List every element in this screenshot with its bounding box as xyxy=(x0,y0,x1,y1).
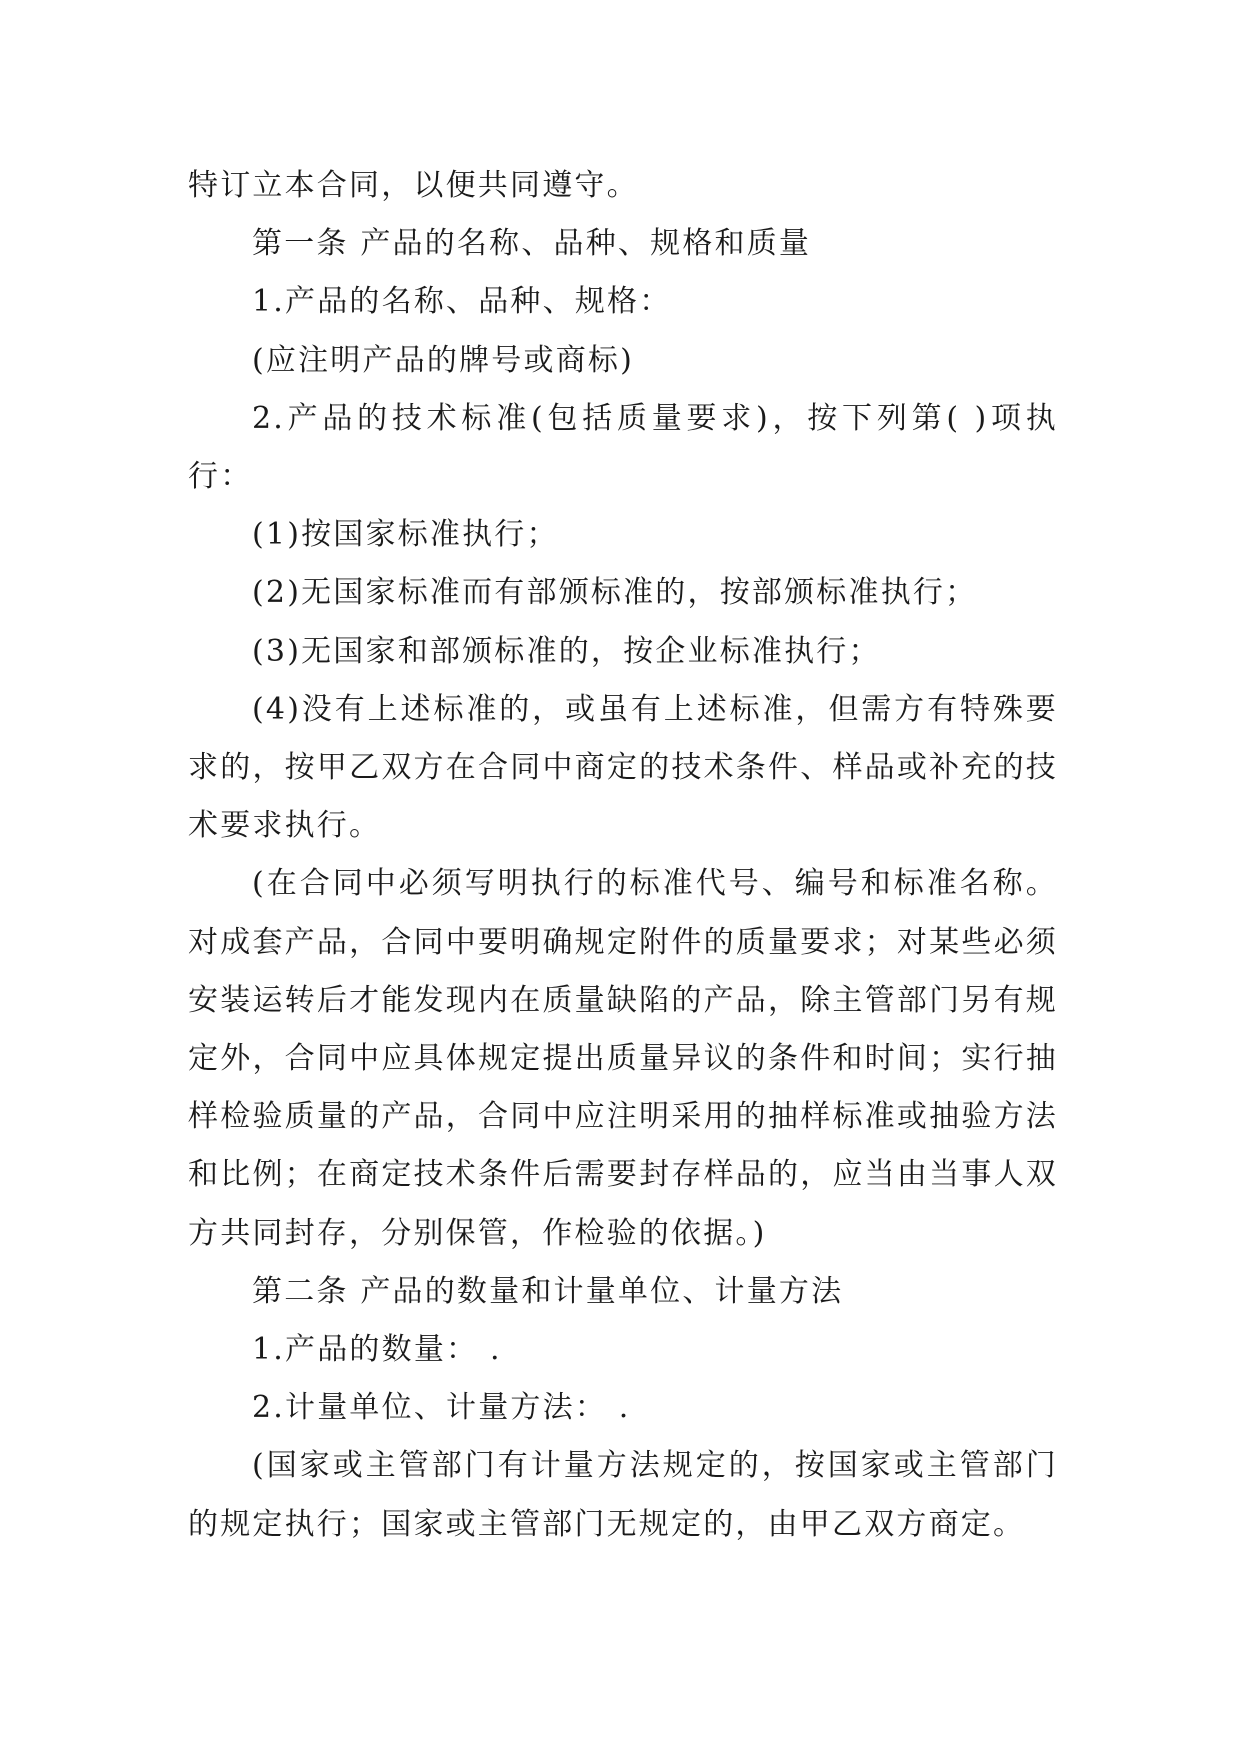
document-body xyxy=(188,157,1058,1554)
list-item: (1)按国家标准执行； xyxy=(252,517,559,553)
paragraph: 1.产品的名称、品种、规格： xyxy=(252,284,672,320)
paragraph: 2.计量单位、计量方法： . xyxy=(252,1390,631,1426)
list-item: (3)无国家和部颁标准的，按企业标准执行； xyxy=(252,633,881,669)
paragraph: 1.产品的数量： . xyxy=(252,1332,502,1368)
list-item: (2)无国家标准而有部颁标准的，按部颁标准执行； xyxy=(252,575,978,611)
list-item: (4)没有上述标准的，或虽有上述标准，但需方有特殊要求的，按甲乙双方在合同中商定的技术条件、样品或补充的技术要求执行。 xyxy=(188,691,1058,844)
paragraph: (在合同中必须写明执行的标准代号、编号和标准名称。对成套产品，合同中要明确规定附件的质量要求；对某些必须安装运转后才能发现内在质量缺陷的产品，除主管部门另有规定外，合同中应具体规定提出质量异议的条件和时间；实行抽样检验质量的产品，合同中应注明采用的抽样标准或抽验方法和比例；在商定技术条件后需要封存样品的，应当由当事人双方共同封存，分别保管，作检验的依据。) xyxy=(188,866,1058,1251)
article-heading: 第二条 产品的数量和计量单位、计量方法 xyxy=(252,1273,844,1309)
paragraph: 特订立本合同，以便共同遵守。 xyxy=(188,168,639,203)
paragraph: (国家或主管部门有计量方法规定的，按国家或主管部门的规定执行；国家或主管部门无规定的，由甲乙双方商定。 xyxy=(188,1448,1058,1542)
paragraph: (应注明产品的牌号或商标) xyxy=(252,342,635,378)
paragraph: 2.产品的技术标准(包括质量要求)，按下列第( )项执行： xyxy=(188,400,1058,495)
article-heading: 第一条 产品的名称、品种、规格和质量 xyxy=(252,226,812,262)
